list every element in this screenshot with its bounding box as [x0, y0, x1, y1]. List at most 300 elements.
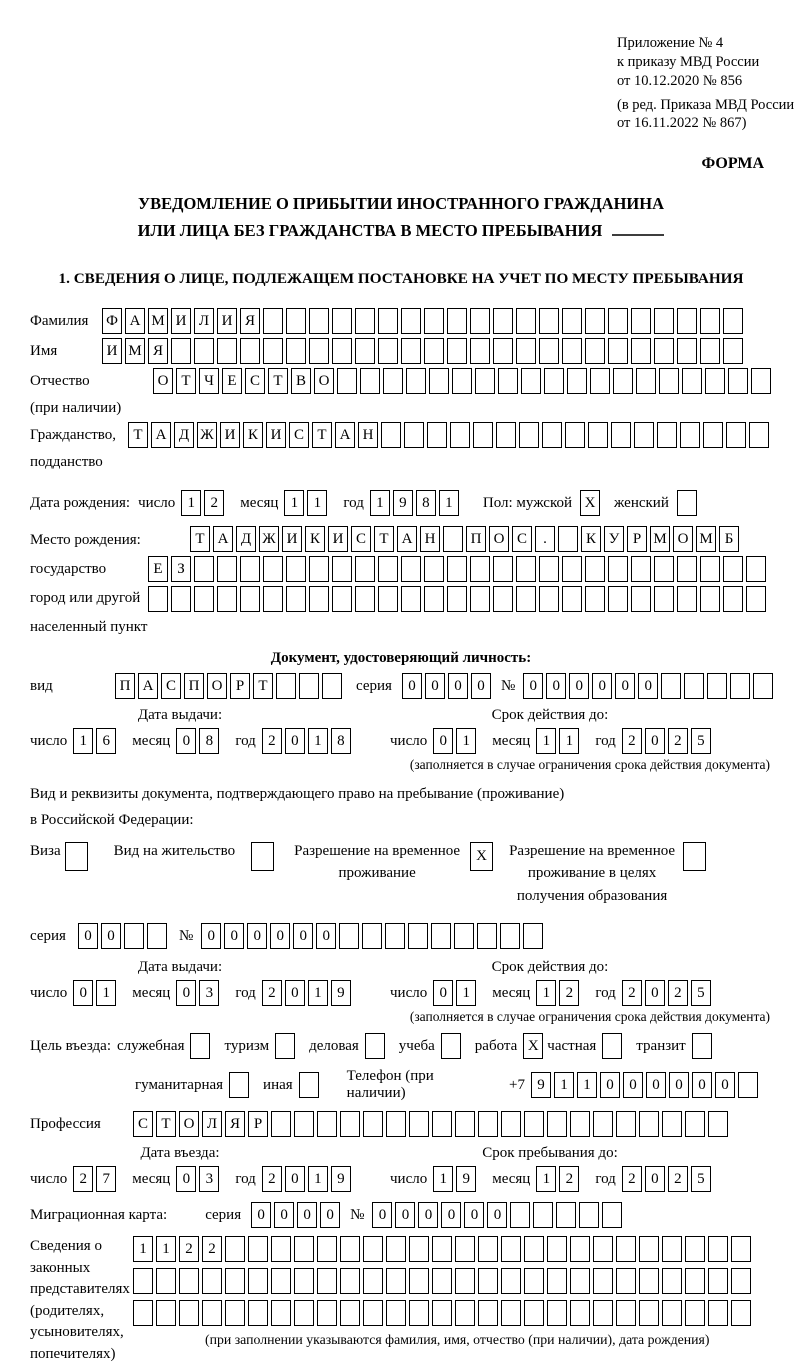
char-cell[interactable] — [562, 308, 582, 334]
char-cell[interactable] — [202, 1268, 222, 1294]
char-cell[interactable] — [493, 338, 513, 364]
date-part-cells-d[interactable] — [433, 728, 476, 754]
char-cell[interactable] — [547, 1300, 567, 1326]
char-cell[interactable] — [263, 556, 283, 582]
char-cell[interactable]: 0 — [176, 728, 196, 754]
char-cell[interactable]: 5 — [691, 980, 711, 1006]
char-cell[interactable] — [355, 338, 375, 364]
char-cell[interactable] — [309, 586, 329, 612]
char-cell[interactable] — [731, 1268, 751, 1294]
char-cell[interactable] — [501, 1111, 521, 1137]
doc-kind-input[interactable] — [115, 673, 342, 699]
char-cell[interactable] — [707, 673, 727, 699]
char-cell[interactable] — [585, 586, 605, 612]
char-cell[interactable] — [381, 422, 401, 448]
char-cell[interactable] — [501, 1236, 521, 1262]
char-cell[interactable]: В — [291, 368, 311, 394]
char-cell[interactable]: 0 — [600, 1072, 620, 1098]
char-cell[interactable] — [516, 586, 536, 612]
char-cell[interactable] — [179, 1300, 199, 1326]
char-cell[interactable] — [355, 308, 375, 334]
char-cell[interactable] — [579, 1202, 599, 1228]
char-cell[interactable] — [441, 1033, 461, 1059]
char-cell[interactable] — [639, 1236, 659, 1262]
char-cell[interactable]: О — [153, 368, 173, 394]
char-cell[interactable]: X — [523, 1033, 543, 1059]
char-cell[interactable] — [339, 923, 359, 949]
char-cell[interactable] — [340, 1111, 360, 1137]
char-cell[interactable]: Д — [236, 526, 256, 552]
date-part-cells-d[interactable] — [73, 728, 116, 754]
char-cell[interactable]: 5 — [691, 728, 711, 754]
char-cell[interactable]: И — [220, 422, 240, 448]
char-cell[interactable] — [286, 338, 306, 364]
char-cell[interactable]: Т — [156, 1111, 176, 1137]
char-cell[interactable] — [662, 1268, 682, 1294]
char-cell[interactable]: Т — [253, 673, 273, 699]
char-cell[interactable] — [385, 923, 405, 949]
date-part-cells-d[interactable] — [433, 1166, 476, 1192]
char-cell[interactable]: 5 — [691, 1166, 711, 1192]
char-cell[interactable]: А — [213, 526, 233, 552]
char-cell[interactable] — [340, 1268, 360, 1294]
sex-male-checkbox[interactable] — [580, 490, 600, 516]
birth-date-input[interactable] — [138, 490, 475, 516]
char-cell[interactable]: Т — [312, 422, 332, 448]
purpose-tourism-checkbox[interactable] — [275, 1033, 295, 1059]
char-cell[interactable] — [631, 308, 651, 334]
char-cell[interactable] — [682, 368, 702, 394]
char-cell[interactable]: К — [243, 422, 263, 448]
char-cell[interactable] — [608, 586, 628, 612]
char-cell[interactable] — [677, 556, 697, 582]
date-part-cells-y[interactable] — [370, 490, 459, 516]
char-cell[interactable] — [570, 1111, 590, 1137]
char-cell[interactable]: 0 — [546, 673, 566, 699]
residence-valid-date-input[interactable] — [390, 980, 772, 1006]
char-cell[interactable] — [229, 1072, 249, 1098]
purpose-study-checkbox[interactable] — [441, 1033, 461, 1059]
char-cell[interactable]: М — [148, 308, 168, 334]
char-cell[interactable] — [363, 1300, 383, 1326]
char-cell[interactable] — [470, 556, 490, 582]
identity-issue-date-input[interactable] — [30, 728, 382, 754]
char-cell[interactable] — [432, 1236, 452, 1262]
char-cell[interactable]: 0 — [523, 673, 543, 699]
char-cell[interactable] — [524, 1111, 544, 1137]
char-cell[interactable] — [588, 422, 608, 448]
char-cell[interactable] — [332, 556, 352, 582]
char-cell[interactable]: 1 — [536, 980, 556, 1006]
char-cell[interactable] — [340, 1300, 360, 1326]
char-cell[interactable]: 1 — [307, 490, 327, 516]
char-cell[interactable]: 9 — [331, 980, 351, 1006]
char-cell[interactable] — [731, 1236, 751, 1262]
char-cell[interactable] — [275, 1033, 295, 1059]
char-cell[interactable] — [708, 1111, 728, 1137]
char-cell[interactable]: 3 — [199, 980, 219, 1006]
char-cell[interactable] — [654, 556, 674, 582]
char-cell[interactable]: 1 — [308, 980, 328, 1006]
char-cell[interactable]: 1 — [433, 1166, 453, 1192]
char-cell[interactable]: 2 — [559, 980, 579, 1006]
char-cell[interactable]: 9 — [531, 1072, 551, 1098]
char-cell[interactable]: 2 — [668, 980, 688, 1006]
char-cell[interactable]: 1 — [181, 490, 201, 516]
char-cell[interactable] — [585, 338, 605, 364]
char-cell[interactable]: 0 — [592, 673, 612, 699]
char-cell[interactable] — [542, 422, 562, 448]
char-cell[interactable] — [225, 1236, 245, 1262]
char-cell[interactable] — [539, 586, 559, 612]
char-cell[interactable]: Е — [222, 368, 242, 394]
char-cell[interactable] — [654, 586, 674, 612]
char-cell[interactable] — [432, 1300, 452, 1326]
char-cell[interactable]: И — [217, 308, 237, 334]
char-cell[interactable] — [455, 1268, 475, 1294]
char-cell[interactable] — [362, 923, 382, 949]
char-cell[interactable]: А — [138, 673, 158, 699]
char-cell[interactable] — [585, 308, 605, 334]
char-cell[interactable] — [636, 368, 656, 394]
char-cell[interactable] — [501, 1300, 521, 1326]
char-cell[interactable]: 1 — [554, 1072, 574, 1098]
char-cell[interactable] — [519, 422, 539, 448]
char-cell[interactable] — [409, 1268, 429, 1294]
char-cell[interactable] — [378, 308, 398, 334]
char-cell[interactable] — [562, 338, 582, 364]
char-cell[interactable]: 0 — [464, 1202, 484, 1228]
char-cell[interactable] — [409, 1111, 429, 1137]
char-cell[interactable] — [616, 1268, 636, 1294]
date-part-cells-y[interactable] — [622, 728, 711, 754]
char-cell[interactable] — [558, 526, 578, 552]
char-cell[interactable] — [692, 1033, 712, 1059]
char-cell[interactable]: 0 — [293, 923, 313, 949]
char-cell[interactable] — [240, 338, 260, 364]
char-cell[interactable] — [332, 338, 352, 364]
char-cell[interactable]: Я — [240, 308, 260, 334]
purpose-private-checkbox[interactable] — [602, 1033, 622, 1059]
patronymic-input[interactable] — [153, 368, 771, 394]
char-cell[interactable] — [608, 308, 628, 334]
char-cell[interactable]: 8 — [416, 490, 436, 516]
char-cell[interactable] — [593, 1111, 613, 1137]
purpose-work-checkbox[interactable] — [523, 1033, 543, 1059]
char-cell[interactable] — [294, 1236, 314, 1262]
birth-place-row2-input[interactable] — [148, 556, 766, 582]
char-cell[interactable] — [570, 1236, 590, 1262]
char-cell[interactable]: О — [673, 526, 693, 552]
char-cell[interactable] — [493, 556, 513, 582]
char-cell[interactable] — [363, 1268, 383, 1294]
rvp-education-checkbox[interactable] — [683, 842, 706, 871]
char-cell[interactable] — [378, 338, 398, 364]
char-cell[interactable]: 3 — [199, 1166, 219, 1192]
char-cell[interactable] — [133, 1268, 153, 1294]
char-cell[interactable] — [685, 1300, 705, 1326]
char-cell[interactable] — [723, 338, 743, 364]
char-cell[interactable]: 0 — [645, 728, 665, 754]
date-part-cells-m[interactable] — [536, 728, 579, 754]
char-cell[interactable]: О — [489, 526, 509, 552]
char-cell[interactable] — [547, 1236, 567, 1262]
char-cell[interactable] — [190, 1033, 210, 1059]
char-cell[interactable]: 0 — [270, 923, 290, 949]
char-cell[interactable] — [470, 338, 490, 364]
char-cell[interactable] — [432, 1111, 452, 1137]
char-cell[interactable]: И — [282, 526, 302, 552]
char-cell[interactable] — [730, 673, 750, 699]
char-cell[interactable] — [171, 586, 191, 612]
char-cell[interactable] — [225, 1300, 245, 1326]
purpose-official-checkbox[interactable] — [190, 1033, 210, 1059]
char-cell[interactable] — [478, 1300, 498, 1326]
char-cell[interactable] — [728, 368, 748, 394]
char-cell[interactable] — [700, 308, 720, 334]
char-cell[interactable]: 0 — [487, 1202, 507, 1228]
date-part-cells-d[interactable] — [73, 1166, 116, 1192]
char-cell[interactable] — [299, 673, 319, 699]
char-cell[interactable] — [286, 586, 306, 612]
char-cell[interactable] — [202, 1300, 222, 1326]
char-cell[interactable] — [593, 1268, 613, 1294]
char-cell[interactable]: 1 — [284, 490, 304, 516]
char-cell[interactable] — [424, 338, 444, 364]
char-cell[interactable] — [738, 1072, 758, 1098]
char-cell[interactable] — [478, 1236, 498, 1262]
char-cell[interactable]: Т — [190, 526, 210, 552]
char-cell[interactable] — [616, 1111, 636, 1137]
char-cell[interactable] — [726, 422, 746, 448]
char-cell[interactable] — [251, 842, 274, 871]
char-cell[interactable] — [477, 923, 497, 949]
char-cell[interactable] — [562, 586, 582, 612]
char-cell[interactable] — [493, 586, 513, 612]
char-cell[interactable]: 0 — [471, 673, 491, 699]
firstname-input[interactable] — [102, 338, 743, 364]
char-cell[interactable] — [424, 556, 444, 582]
char-cell[interactable]: 0 — [441, 1202, 461, 1228]
char-cell[interactable] — [700, 586, 720, 612]
char-cell[interactable] — [447, 338, 467, 364]
char-cell[interactable]: 8 — [199, 728, 219, 754]
char-cell[interactable] — [677, 338, 697, 364]
char-cell[interactable]: П — [184, 673, 204, 699]
char-cell[interactable]: 1 — [156, 1236, 176, 1262]
date-part-cells-m[interactable] — [536, 980, 579, 1006]
char-cell[interactable]: 2 — [668, 728, 688, 754]
char-cell[interactable] — [608, 338, 628, 364]
char-cell[interactable] — [225, 1268, 245, 1294]
char-cell[interactable] — [240, 586, 260, 612]
char-cell[interactable]: Д — [174, 422, 194, 448]
char-cell[interactable] — [179, 1268, 199, 1294]
char-cell[interactable]: 2 — [73, 1166, 93, 1192]
birth-place-row3-input[interactable] — [148, 586, 766, 612]
char-cell[interactable]: 2 — [262, 1166, 282, 1192]
char-cell[interactable] — [593, 1236, 613, 1262]
char-cell[interactable] — [65, 842, 88, 871]
char-cell[interactable] — [286, 556, 306, 582]
char-cell[interactable]: Я — [148, 338, 168, 364]
char-cell[interactable] — [685, 1236, 705, 1262]
char-cell[interactable] — [547, 1111, 567, 1137]
char-cell[interactable] — [455, 1300, 475, 1326]
char-cell[interactable] — [317, 1268, 337, 1294]
char-cell[interactable]: 2 — [179, 1236, 199, 1262]
char-cell[interactable] — [556, 1202, 576, 1228]
char-cell[interactable]: 2 — [668, 1166, 688, 1192]
char-cell[interactable] — [332, 586, 352, 612]
char-cell[interactable]: К — [581, 526, 601, 552]
char-cell[interactable] — [590, 368, 610, 394]
char-cell[interactable]: Р — [248, 1111, 268, 1137]
char-cell[interactable]: 2 — [262, 980, 282, 1006]
char-cell[interactable] — [194, 586, 214, 612]
purpose-humanitarian-checkbox[interactable] — [229, 1072, 249, 1098]
char-cell[interactable] — [470, 586, 490, 612]
date-part-cells-d[interactable] — [73, 980, 116, 1006]
char-cell[interactable] — [685, 1268, 705, 1294]
date-part-cells-m[interactable] — [284, 490, 327, 516]
char-cell[interactable]: 1 — [456, 980, 476, 1006]
char-cell[interactable] — [263, 338, 283, 364]
char-cell[interactable] — [661, 673, 681, 699]
char-cell[interactable]: Р — [230, 673, 250, 699]
char-cell[interactable]: И — [266, 422, 286, 448]
char-cell[interactable] — [616, 1236, 636, 1262]
char-cell[interactable] — [432, 1268, 452, 1294]
doc-number-input[interactable] — [523, 673, 773, 699]
char-cell[interactable]: 0 — [316, 923, 336, 949]
char-cell[interactable]: 0 — [569, 673, 589, 699]
char-cell[interactable] — [478, 1111, 498, 1137]
char-cell[interactable]: 0 — [78, 923, 98, 949]
char-cell[interactable] — [677, 586, 697, 612]
surname-input[interactable] — [102, 308, 743, 334]
char-cell[interactable]: X — [580, 490, 600, 516]
char-cell[interactable]: П — [466, 526, 486, 552]
char-cell[interactable]: 9 — [331, 1166, 351, 1192]
char-cell[interactable]: 2 — [622, 1166, 642, 1192]
char-cell[interactable] — [427, 422, 447, 448]
char-cell[interactable] — [654, 338, 674, 364]
char-cell[interactable]: 1 — [308, 1166, 328, 1192]
char-cell[interactable] — [700, 556, 720, 582]
char-cell[interactable] — [631, 338, 651, 364]
char-cell[interactable]: Т — [268, 368, 288, 394]
char-cell[interactable] — [455, 1236, 475, 1262]
char-cell[interactable] — [409, 1300, 429, 1326]
char-cell[interactable] — [401, 338, 421, 364]
char-cell[interactable] — [240, 556, 260, 582]
char-cell[interactable] — [602, 1033, 622, 1059]
char-cell[interactable] — [602, 1202, 622, 1228]
char-cell[interactable]: 0 — [101, 923, 121, 949]
char-cell[interactable] — [544, 368, 564, 394]
char-cell[interactable] — [723, 556, 743, 582]
char-cell[interactable]: Т — [176, 368, 196, 394]
char-cell[interactable] — [570, 1300, 590, 1326]
char-cell[interactable] — [337, 368, 357, 394]
char-cell[interactable] — [271, 1268, 291, 1294]
char-cell[interactable]: 0 — [297, 1202, 317, 1228]
char-cell[interactable] — [156, 1268, 176, 1294]
char-cell[interactable]: С — [351, 526, 371, 552]
rvp-checkbox[interactable] — [470, 842, 493, 871]
char-cell[interactable] — [654, 308, 674, 334]
char-cell[interactable] — [386, 1268, 406, 1294]
char-cell[interactable]: 0 — [433, 980, 453, 1006]
char-cell[interactable] — [443, 526, 463, 552]
char-cell[interactable] — [680, 422, 700, 448]
date-part-cells-y[interactable] — [262, 728, 351, 754]
char-cell[interactable] — [723, 308, 743, 334]
char-cell[interactable]: 0 — [201, 923, 221, 949]
char-cell[interactable] — [263, 308, 283, 334]
char-cell[interactable]: А — [335, 422, 355, 448]
char-cell[interactable] — [263, 586, 283, 612]
char-cell[interactable] — [523, 923, 543, 949]
char-cell[interactable]: 0 — [615, 673, 635, 699]
char-cell[interactable] — [431, 923, 451, 949]
char-cell[interactable] — [452, 368, 472, 394]
char-cell[interactable] — [409, 1236, 429, 1262]
char-cell[interactable]: З — [171, 556, 191, 582]
char-cell[interactable]: . — [535, 526, 555, 552]
char-cell[interactable]: 0 — [645, 1166, 665, 1192]
char-cell[interactable] — [613, 368, 633, 394]
char-cell[interactable] — [386, 1300, 406, 1326]
char-cell[interactable] — [454, 923, 474, 949]
char-cell[interactable]: О — [179, 1111, 199, 1137]
doc-series-input[interactable] — [402, 673, 491, 699]
char-cell[interactable] — [447, 586, 467, 612]
char-cell[interactable] — [363, 1111, 383, 1137]
char-cell[interactable]: 0 — [448, 673, 468, 699]
char-cell[interactable] — [516, 556, 536, 582]
char-cell[interactable] — [683, 842, 706, 871]
char-cell[interactable]: 1 — [439, 490, 459, 516]
char-cell[interactable] — [248, 1300, 268, 1326]
phone-input[interactable] — [531, 1072, 758, 1098]
char-cell[interactable] — [524, 1268, 544, 1294]
char-cell[interactable]: X — [470, 842, 493, 871]
char-cell[interactable] — [700, 338, 720, 364]
char-cell[interactable] — [565, 422, 585, 448]
representatives-row3-input[interactable] — [133, 1300, 751, 1326]
char-cell[interactable] — [424, 586, 444, 612]
char-cell[interactable]: И — [171, 308, 191, 334]
char-cell[interactable] — [684, 673, 704, 699]
char-cell[interactable] — [516, 338, 536, 364]
char-cell[interactable] — [286, 308, 306, 334]
char-cell[interactable] — [634, 422, 654, 448]
char-cell[interactable] — [404, 422, 424, 448]
representatives-row2-input[interactable] — [133, 1268, 751, 1294]
char-cell[interactable]: 0 — [285, 1166, 305, 1192]
char-cell[interactable]: 0 — [285, 728, 305, 754]
char-cell[interactable] — [455, 1111, 475, 1137]
char-cell[interactable]: Н — [358, 422, 378, 448]
char-cell[interactable] — [547, 1268, 567, 1294]
char-cell[interactable] — [753, 673, 773, 699]
char-cell[interactable]: У — [604, 526, 624, 552]
char-cell[interactable]: 0 — [402, 673, 422, 699]
char-cell[interactable] — [322, 673, 342, 699]
char-cell[interactable]: Е — [148, 556, 168, 582]
